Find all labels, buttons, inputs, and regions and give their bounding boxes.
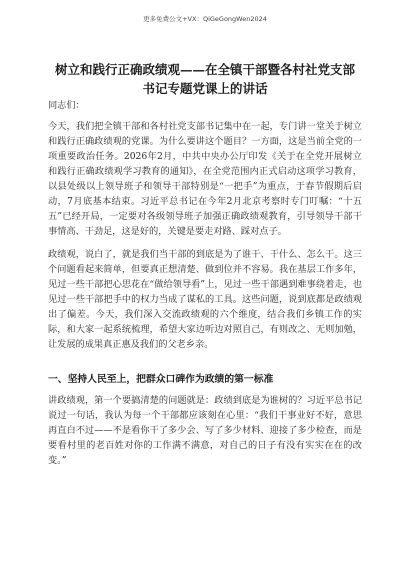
body-paragraph-1: 今天，我们把全镇干部和各村社党支部书记集中在一起，专门讲一堂关于树立和践行正确政绩观的党课。为什么要讲这个题目？一方面，这是当前全党的一项重要政治任务。2026年2月，中共中央办公厅印发《关于在全党开展树立和践行正确政绩观学习教育的通知》，在全党范围内正式启动这项学习教育，以县处级以上领导班子和领导干部特别是“一把手”为重点，于春节假期后启动，7月底基本结束。习近平总书记在今年2月北京考察时专门叮嘱：“十五五”已经开局，一定要对各级领导班子加强正确政绩观教育，引导领导干部干事情高、干劲足，这是好的，关键是要走对路、踩对点子。 — [48, 121, 362, 237]
document-title: 树立和践行正确政绩观——在全镇干部暨各村社党支部书记专题党课上的讲话 — [54, 62, 355, 96]
header-note: 更多免费公文+VX：QiGeGongWen2024 — [143, 15, 267, 23]
document-body — [48, 98, 362, 476]
section-1-paragraph-1: 讲政绩观，第一个要搞清楚的问题就是：政绩到底是为谁树的？习近平总书记说过一句话，我认为每一个干部都应该刻在心里：“我们干事业好不好，意思再直白不过——不是看你干了多少会、写了多少材料、迎接了多少检查，而是要看村里的老百姓对你的工作满不满意，对自己的日子有没有实实在在的改变。” — [48, 395, 362, 466]
section-heading-1: 一、坚持人民至上，把群众口碑作为政绩的第一标准 — [48, 374, 274, 385]
greeting: 同志们： — [48, 100, 85, 111]
body-paragraph-2: 政绩观，说白了，就是我们当干部的到底是为了谁干、干什么、怎么干。这三个问题看起来简单，但要真正想清楚、做到位并不容易。我在基层工作多年，见过一些干部把心思花在“做给领导看”上，见过一些干部遇到难事绕着走，也见过一些干部把手中的权力当成了谋私的工具。这些问题，说到底都是政绩观出了偏差。今天，我们深入交流政绩观的六个维度，结合我们乡镇工作的实际，和大家一起系统梳理，希望大家边听边对照自己，有则改之、无则加勉，让发展的成果真正惠及我们的父老乡亲。 — [48, 249, 362, 350]
